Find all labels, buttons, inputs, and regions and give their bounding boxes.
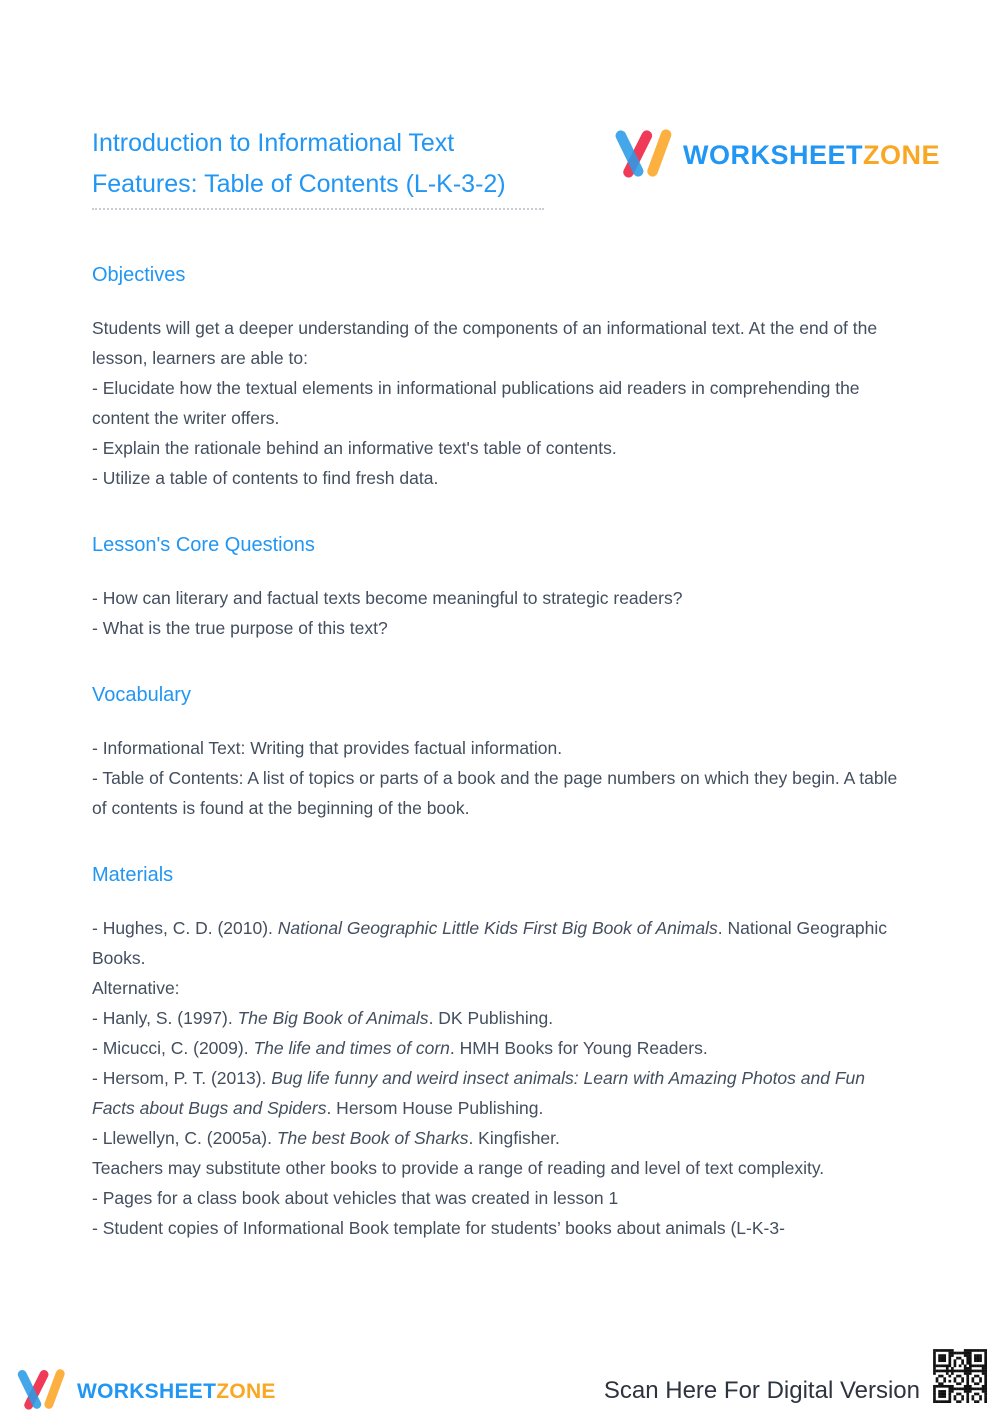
paragraph-line: - Explain the rationale behind an informative text's table of contents.	[92, 438, 617, 458]
paragraph-line: - Llewellyn, C. (2005a). The best Book of Sharks. Kingfisher.	[92, 1128, 560, 1148]
paragraph-line: - Table of Contents: A list of topics or parts of a book and the page numbers on which they begin. A table of contents is found at the beginning of the book.	[92, 768, 898, 818]
page-title: Introduction to Informational Text Features: Table of Contents (L-K-3-2)	[92, 123, 544, 210]
paragraph-line: - Hughes, C. D. (2010). National Geographic Little Kids First Big Book of Animals. National Geographic Books.	[92, 918, 888, 968]
section-paragraphs	[92, 583, 912, 643]
paragraph-line: Students will get a deeper understanding of the components of an informational text. At the end of the lesson, learners are able to:	[92, 318, 878, 368]
section-heading: Objectives	[92, 264, 186, 286]
footer-brand-wordmark	[77, 1380, 276, 1404]
paragraph-line: - How can literary and factual texts become meaningful to strategic readers?	[92, 588, 683, 608]
brand-wordmark	[683, 140, 940, 171]
section-vocabulary	[92, 683, 912, 823]
footer-brand-logo	[14, 1368, 276, 1414]
paragraph-line: Teachers may substitute other books to provide a range of reading and level of text complexity.	[92, 1158, 825, 1178]
paragraph-line: - Micucci, C. (2009). The life and times of corn. HMH Books for Young Readers.	[92, 1038, 708, 1058]
worksheetzone-w-icon	[610, 128, 674, 183]
paragraph-line: Alternative:	[92, 978, 180, 998]
section-core-questions	[92, 533, 912, 643]
section-heading: Materials	[92, 864, 174, 886]
qr-code	[928, 1344, 992, 1408]
paragraph-line: - What is the true purpose of this text?	[92, 618, 388, 638]
brand-logo	[610, 128, 940, 183]
section-paragraphs	[92, 313, 912, 493]
paragraph-line: - Informational Text: Writing that provides factual information.	[92, 738, 563, 758]
section-heading: Lesson's Core Questions	[92, 534, 315, 556]
paragraph-line: - Student copies of Informational Book template for students’ books about animals (L-K-3-	[92, 1218, 785, 1238]
section-materials	[92, 863, 912, 1243]
paragraph-line: - Pages for a class book about vehicles that was created in lesson 1	[92, 1188, 619, 1208]
paragraph-line: - Hanly, S. (1997). The Big Book of Animals. DK Publishing.	[92, 1008, 554, 1028]
footer-wordmark-secondary: ZONE	[216, 1379, 276, 1403]
section-paragraphs	[92, 913, 912, 1243]
worksheetzone-w-icon	[14, 1368, 66, 1414]
brand-wordmark-primary: WORKSHEET	[683, 140, 863, 170]
paragraph-line: - Hersom, P. T. (2013). Bug life funny and weird insect animals: Learn with Amazing Photos and Fun Facts about Bugs and Spiders. Hersom House Publishing.	[92, 1068, 865, 1118]
paragraph-line: - Elucidate how the textual elements in informational publications aid readers in comprehending the content the writer offers.	[92, 378, 860, 428]
footer-wordmark-primary: WORKSHEET	[77, 1379, 217, 1403]
paragraph-line: - Utilize a table of contents to find fresh data.	[92, 468, 439, 488]
document-body	[92, 263, 912, 1243]
section-objectives	[92, 263, 912, 493]
scan-here-text: Scan Here For Digital Version	[603, 1377, 920, 1404]
section-paragraphs	[92, 733, 912, 823]
section-heading: Vocabulary	[92, 684, 191, 706]
brand-wordmark-secondary: ZONE	[863, 140, 941, 170]
